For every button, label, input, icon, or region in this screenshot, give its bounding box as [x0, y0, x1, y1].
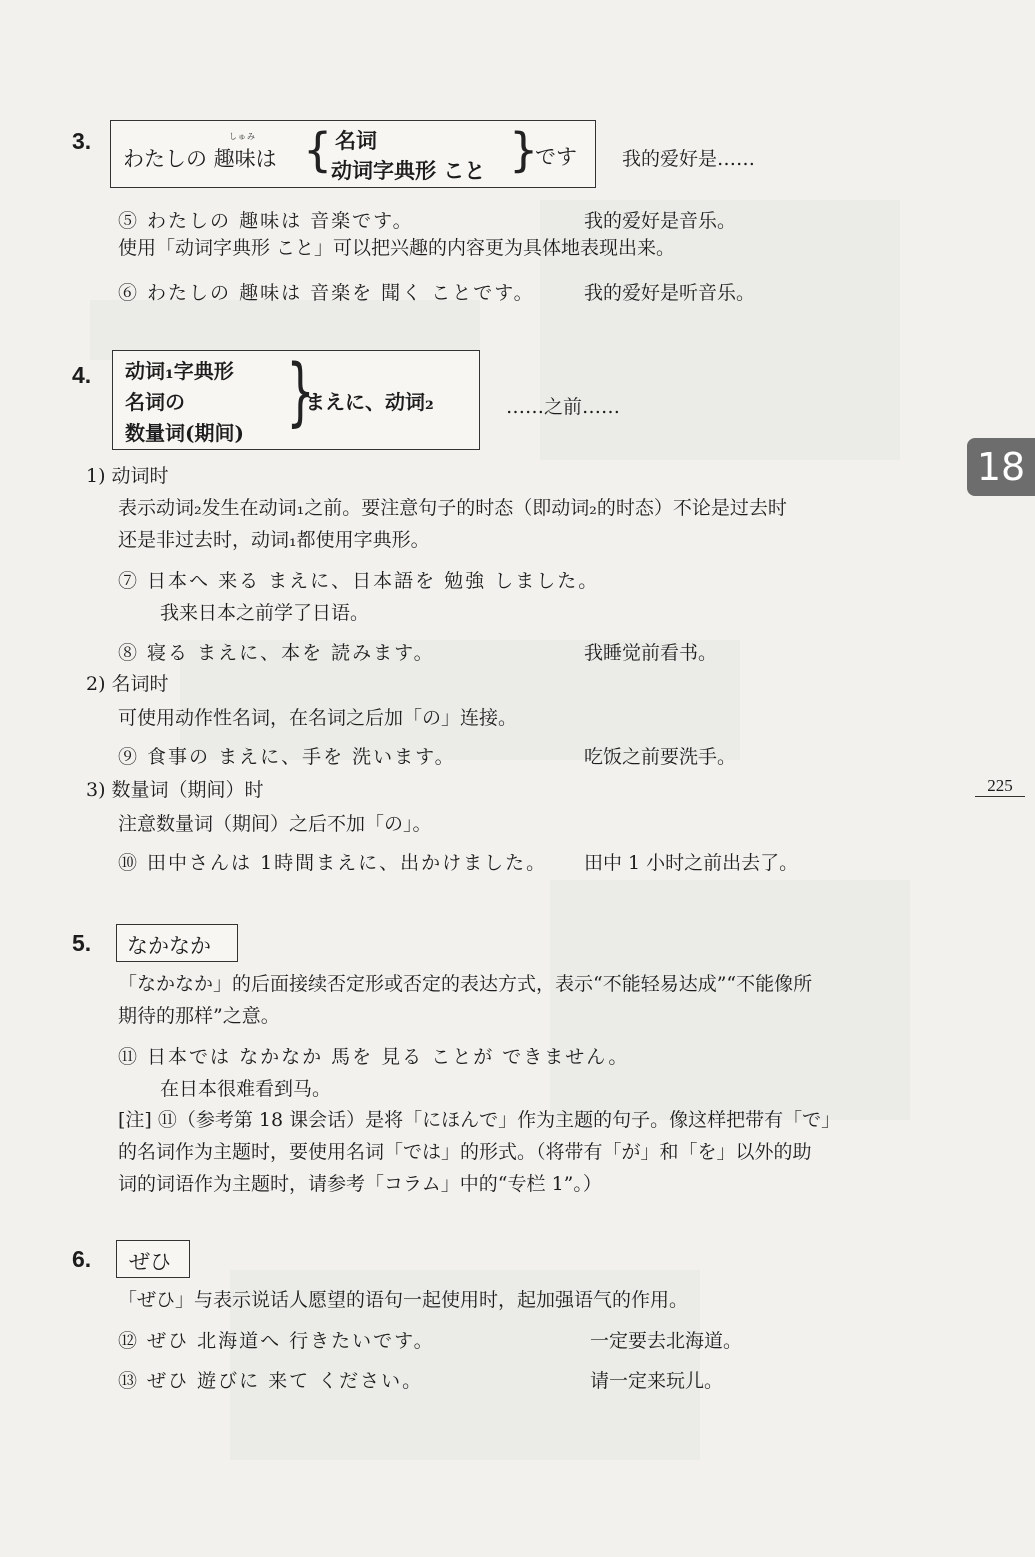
pattern-option: 数量词(期间): [125, 421, 244, 445]
pattern-meaning: 我的爱好是……: [622, 148, 756, 170]
example-cn: 田中 1 小时之前出去了。: [584, 852, 799, 874]
right-brace: }: [509, 123, 539, 177]
pattern-option: 名词の: [125, 390, 185, 414]
explanation: 表示动词₂发生在动词₁之前。要注意句子的时态（即动词₂的时态）不论是过去时: [118, 497, 787, 519]
pattern-option: 名词: [335, 128, 377, 153]
pattern-box: [116, 1240, 190, 1278]
subsection-title: 3) 数量词（期间）时: [86, 779, 264, 801]
explanation: 可使用动作性名词，在名词之后加「の」连接。: [118, 707, 518, 729]
pattern-box: [110, 120, 596, 188]
pattern-text: です: [535, 145, 577, 169]
note: [注] ⑪（参考第 18 课会话）是将「にほんで」作为主题的句子。像这样把带有「で」: [118, 1109, 841, 1131]
example-cn: 我的爱好是听音乐。: [584, 282, 756, 304]
pattern-meaning: ……之前……: [506, 396, 621, 418]
section-number: 5.: [72, 930, 92, 956]
section-number: 4.: [72, 362, 92, 388]
chapter-tab: 18: [967, 438, 1035, 496]
pattern-text: まえに、动词₂: [305, 390, 434, 414]
explanation: 使用「动词字典形 こと」可以把兴趣的内容更为具体地表现出来。: [118, 237, 676, 259]
pattern-box: [112, 350, 480, 450]
explanation: 注意数量词（期间）之后不加「の」。: [118, 813, 432, 835]
example-cn: 我睡觉前看书。: [584, 642, 718, 664]
page-number: 225: [975, 776, 1025, 797]
subsection-title: 2) 名词时: [86, 673, 169, 695]
furigana: しゅみ: [229, 132, 256, 141]
note: 的名词作为主题时，要使用名词「では」的形式。（将带有「が」和「を」以外的助: [118, 1141, 812, 1163]
example-cn: 我来日本之前学了日语。: [160, 602, 370, 624]
subsection-title: 1) 动词时: [86, 465, 169, 487]
explanation: 期待的那样”之意。: [118, 1005, 280, 1027]
example-jp: ⑪ 日本では なかなか 馬を 見る ことが できません。: [118, 1046, 630, 1068]
left-brace: {: [303, 123, 333, 177]
note: 词的词语作为主题时，请参考「コラム」中的“专栏 1”。）: [118, 1173, 602, 1195]
example-cn: 一定要去北海道。: [590, 1330, 743, 1352]
section-number: 6.: [72, 1246, 92, 1272]
pattern-option: 动词₁字典形: [125, 359, 234, 383]
show-through-block: [550, 880, 910, 1120]
example-cn: 请一定来玩儿。: [590, 1370, 724, 1392]
example-jp: ⑦ 日本へ 来る まえに、日本語を 勉強 しました。: [118, 570, 600, 592]
example-jp: ⑩ 田中さんは 1時間まえに、出かけました。: [118, 852, 548, 874]
example-jp: ⑬ ぜひ 遊びに 来て ください。: [118, 1370, 424, 1392]
pattern-box: [116, 924, 238, 962]
right-brace: }: [286, 349, 315, 435]
explanation: 还是非过去时，动词₁都使用字典形。: [118, 529, 430, 551]
example-cn: 我的爱好是音乐。: [584, 210, 737, 232]
pattern-text: なかなか: [127, 934, 211, 958]
pattern-text: わたしの 趣味は: [123, 147, 277, 171]
explanation: 「なかなか」的后面接续否定形或否定的表达方式，表示“不能轻易达成”“不能像所: [118, 973, 813, 995]
pattern-option: 动词字典形 こと: [331, 158, 486, 183]
example-cn: 吃饭之前要洗手。: [584, 746, 737, 768]
explanation: 「ぜひ」与表示说话人愿望的语句一起使用时，起加强语气的作用。: [118, 1289, 689, 1311]
example-cn: 在日本很难看到马。: [160, 1078, 332, 1100]
pattern-text: ぜひ: [129, 1250, 171, 1274]
section-number: 3.: [72, 128, 92, 154]
example-jp: ⑥ わたしの 趣味は 音楽を 聞く ことです。: [118, 282, 535, 304]
example-jp: ⑫ ぜひ 北海道へ 行きたいです。: [118, 1330, 435, 1352]
example-jp: ⑨ 食事の まえに、手を 洗います。: [118, 746, 456, 768]
example-jp: ⑧ 寝る まえに、本を 読みます。: [118, 642, 435, 664]
example-jp: ⑤ わたしの 趣味は 音楽です。: [118, 210, 414, 232]
